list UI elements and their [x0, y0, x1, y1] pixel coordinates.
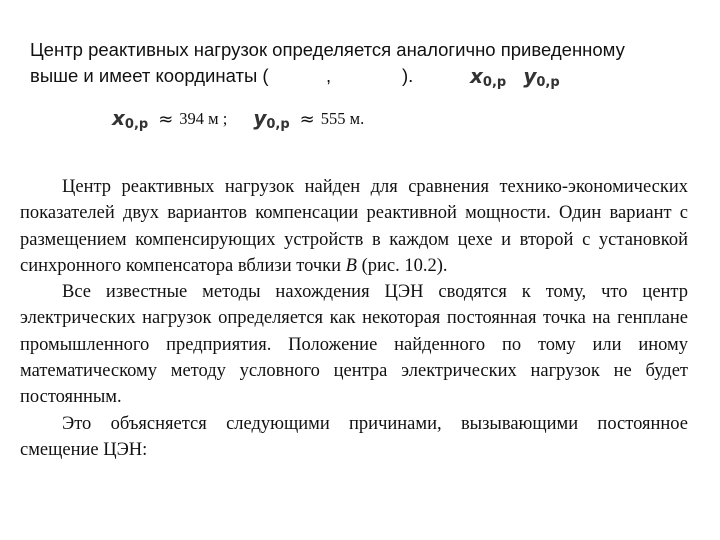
paragraph-1: Центр реактивных нагрузок найден для сравнения технико-экономических показателей двух вариантов компенсации реактивной мощности. Один вариант с размещением компенсирующих устройств в каждом цехе и второй с установкой синхронного компенсатора вблизи точки В (рис. 10.2). [20, 177, 688, 276]
paragraph-3: Это объясняется следующими причинами, вызывающими постоянное смещение ЦЭН: [20, 413, 688, 460]
coordinate-comma: , [326, 65, 332, 86]
y0p-value-symbol: $y_{0,р}$ [253, 106, 290, 132]
x0p-value-symbol: $x_{0,р}$ [112, 106, 149, 132]
x0p-symbol: $x_{0,р}$ [470, 64, 507, 90]
y-value: 555 м. [320, 109, 365, 128]
approx-sign-y: ≈ [299, 108, 315, 130]
approx-sign-x: ≈ [158, 108, 174, 130]
paragraph-2: Все известные методы нахождения ЦЭН сводятся к тому, что центр электрических нагрузок определяется как некоторая постоянная точка на генплане промышленного предприятия. Положение найденного по тому или иному математическому методу условного центра электрических нагрузок не будет постоянным. [20, 282, 688, 408]
point-b-label: В [345, 255, 357, 276]
x-value: 394 м ; [179, 109, 228, 128]
coordinate-values [112, 106, 364, 132]
y0p-symbol: $y_{0,р}$ [523, 64, 560, 90]
intro-line-1: Центр реактивных нагрузок определяется аналогично приведенному [30, 39, 625, 60]
intro-line-2-prefix: выше и имеет координаты ( [30, 65, 269, 86]
body-text [20, 174, 688, 463]
intro-block [30, 37, 710, 89]
coordinate-close: ). [402, 65, 414, 86]
coordinate-symbols [470, 63, 572, 96]
intro-line-2 [30, 63, 710, 89]
